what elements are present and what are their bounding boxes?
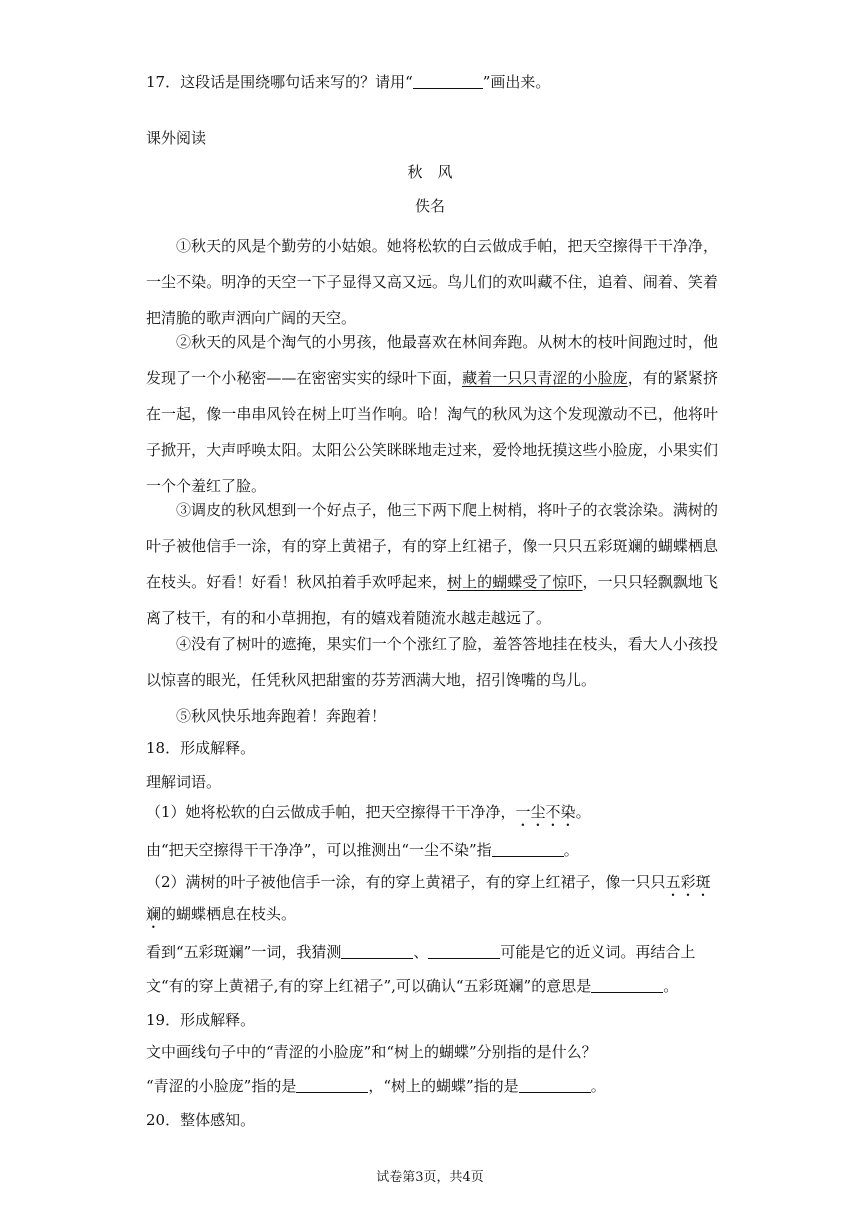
paragraph-3 (146, 492, 718, 636)
answer-blank (591, 978, 663, 993)
emphasized-word: 斓 (146, 905, 162, 923)
paragraph-4: ④没有了树叶的遮掩，果实们一个个涨红了脸，羞答答地挂在枝头，看大人小孩投以惊喜的眼光，任凭秋风把甜蜜的芬芳洒满大地，招引馋嘴的鸟儿。 (146, 635, 718, 689)
page-footer: 试卷第3页，共4页 (376, 1170, 484, 1185)
q2-text: 看到“五彩斑斓”一词，我猜测 (146, 943, 342, 961)
paragraph-5: ⑤秋风快乐地奔跑着！奔跑着！ (176, 707, 387, 725)
s2-text: （2）满树的叶子被他信手一涂，有的穿上黄裙子，有的穿上红裙子，像一只只 (146, 873, 666, 891)
p2-underlined-phrase: 藏着一只只青涩的小脸庞 (462, 369, 628, 387)
p3-text-a: ③调皮的秋风想到一个好点子，他三下两下爬上树梢，将叶子的衣裳涂染。满树的叶子被他信手一涂，有的穿上黄裙子，有的穿上红裙子，像一只只五彩斑斓的蝴蝶栖息在枝头。好看！好看！秋风拍着手欢呼起来， (146, 501, 718, 591)
q18-question-2-line-1 (146, 942, 695, 962)
q2-line2-text: 文“有的穿上黄裙子,有的穿上红裙子”,可以确认“五彩斑斓”的意思是 (146, 977, 592, 995)
p3-underlined-phrase: 树上的蝴蝶受了惊吓 (447, 573, 583, 591)
q18-sentence-2-line-1 (146, 872, 711, 900)
answer-blank (413, 74, 483, 89)
q19-heading: 19．形成解释。 (146, 1011, 256, 1029)
s1-text-end: 。 (575, 803, 591, 821)
p2-text-a: ②秋天的风是个淘气的小男孩，他最喜欢在林间奔跑。从树木的枝叶间跑过时，他发现了一个小秘密——在密密实实的绿叶下面， (146, 333, 718, 387)
s2-text-end: 的蝴蝶栖息在枝头。 (161, 905, 297, 923)
q2-text-end: 可能是它的近义词。再结合上 (500, 943, 696, 961)
section-title: 课外阅读 (146, 129, 207, 147)
q20-heading: 20．整体感知。 (146, 1111, 256, 1129)
emphasized-word: 五彩斑 (665, 873, 711, 891)
q2-line2-text-end: 。 (663, 977, 679, 995)
q18-question-1 (146, 840, 579, 860)
paragraph-2 (146, 324, 718, 504)
s1-text: （1）她将松软的白云做成手帕，把天空擦得干干净净， (146, 803, 516, 821)
answer-blank (341, 944, 413, 959)
q18-heading: 18．形成解释。 (146, 739, 256, 757)
q18-subheading: 理解词语。 (146, 773, 222, 791)
q19-text-end: 。 (590, 1077, 606, 1095)
q18-sentence-1 (146, 802, 591, 830)
answer-blank (519, 1078, 591, 1093)
q19-text: “青涩的小脸庞”指的是 (146, 1077, 297, 1095)
q17-text: 17．这段话是围绕哪句话来写的？请用“ (146, 73, 413, 91)
q19-question: 文中画线句子中的“青涩的小脸庞”和“树上的蝴蝶”分别指的是什么？ (146, 1043, 597, 1061)
emphasized-word: 一尘不染 (515, 803, 576, 821)
q1-text: 由“把天空擦得干干净净”，可以推测出“一尘不染”指 (146, 841, 492, 859)
answer-blank (296, 1078, 368, 1093)
question-17 (146, 72, 550, 92)
answer-blank (428, 944, 500, 959)
q1-text-end: 。 (563, 841, 579, 859)
article-author: 佚名 (414, 197, 445, 215)
q19-text-mid: ，“树上的蝴蝶”指的是 (368, 1077, 519, 1095)
answer-blank (492, 842, 564, 857)
q18-question-2-line-2 (146, 976, 678, 996)
q17-text-end: ”画出来。 (482, 73, 551, 91)
q18-sentence-2-line-2 (146, 904, 296, 932)
p2-text-b: ，有的紧紧挤在一起，像一串串风铃在树上叮当作响。哈！淘气的秋风为这个发现激动不已，他将叶子掀开，大声呼唤太阳。太阳公公笑眯眯地走过来，爱怜地抚摸这些小脸庞，小果实们一个个羞红了脸。 (146, 369, 718, 495)
p3-text-b: ，一只只轻飘飘地飞离了枝干，有的和小草拥抱，有的嬉戏着随流水越走越远了。 (146, 573, 718, 627)
paragraph-1: ①秋天的风是个勤劳的小姑娘。她将松软的白云做成手帕，把天空擦得干干净净，一尘不染。明净的天空一下子显得又高又远。鸟儿们的欢叫藏不住，追着、闹着、笑着把清脆的歌声洒向广阔的天空。 (146, 237, 718, 327)
q2-separator: 、 (413, 943, 429, 961)
article-title: 秋 风 (407, 163, 453, 181)
q19-answer-line (146, 1076, 606, 1096)
